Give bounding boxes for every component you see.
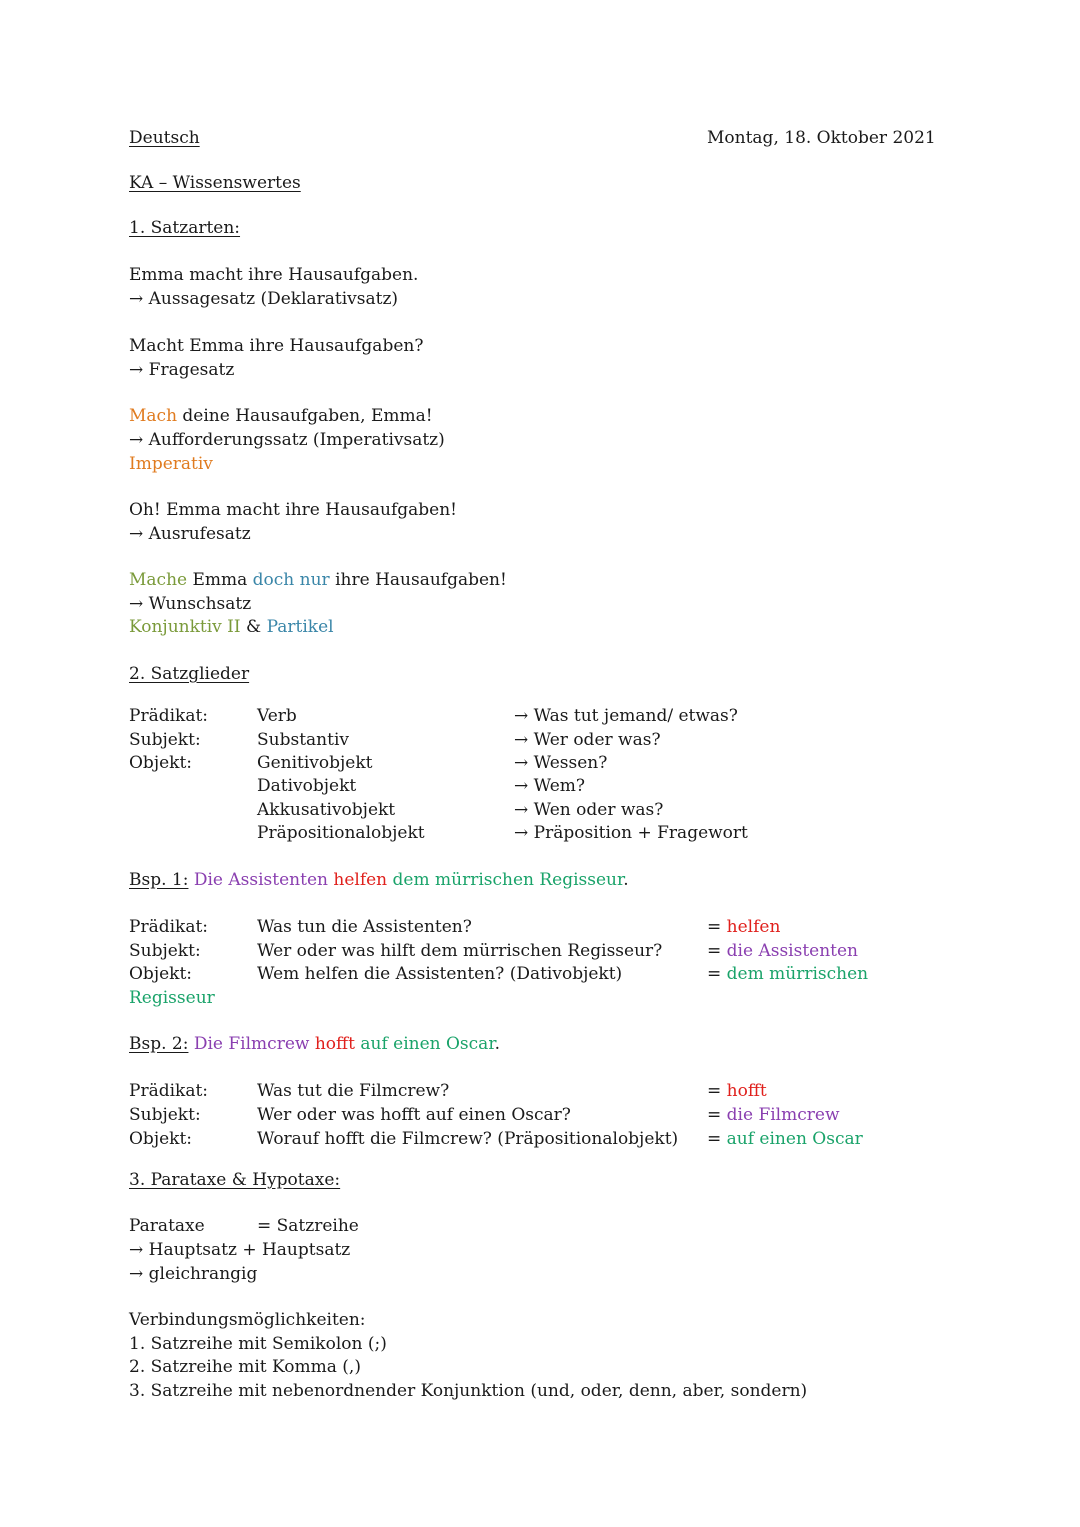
imperative-verb: Mach <box>129 406 178 426</box>
note-partikel: Partikel <box>266 617 334 637</box>
answer-subject: die Filmcrew <box>726 1105 840 1125</box>
equals-sign: = <box>707 1105 727 1125</box>
example-end: . <box>494 1034 500 1054</box>
table-question: Wem helfen die Assistenten? (Dativobjekt) <box>257 964 623 984</box>
equals-sign: = <box>707 941 727 961</box>
answer-object-wrap: Regisseur <box>129 988 215 1008</box>
example-subject: Die Assistenten <box>193 870 328 890</box>
sentence-mid: Emma <box>187 570 253 590</box>
equals-sign: = <box>707 964 727 984</box>
section-heading-satzglieder: 2. Satzglieder <box>129 664 250 684</box>
options-heading: Verbindungsmöglichkeiten: <box>129 1310 366 1330</box>
answer-verb: helfen <box>726 917 781 937</box>
table-label: Prädikat: <box>129 917 209 937</box>
table-question: Wer oder was hilft dem mürrischen Regisseur? <box>257 941 663 961</box>
example-label: Bsp. 2: <box>129 1034 189 1054</box>
table-question: → Wem? <box>514 776 586 796</box>
example-label: Bsp. 1: <box>129 870 189 890</box>
table-label: Objekt: <box>129 964 193 984</box>
table-question: → Wer oder was? <box>514 730 661 750</box>
example-verb: helfen <box>333 870 388 890</box>
table-term: Genitivobjekt <box>257 753 373 773</box>
table-term: Präpositionalobjekt <box>257 823 425 843</box>
table-answer <box>707 940 858 962</box>
table-question: Was tut die Filmcrew? <box>257 1081 450 1101</box>
table-question: Was tun die Assistenten? <box>257 917 472 937</box>
sentence-type: → Wunschsatz <box>129 594 252 614</box>
note-konjunktiv: Konjunktiv II <box>129 617 241 637</box>
table-label: Prädikat: <box>129 706 209 726</box>
subjunctive-verb: Mache <box>129 570 188 590</box>
table-term: Akkusativobjekt <box>257 800 396 820</box>
example-sentence <box>129 569 507 591</box>
answer-object: dem mürrischen <box>726 964 869 984</box>
note-ampersand: & <box>240 617 267 637</box>
example-sentence: Macht Emma ihre Hausaufgaben? <box>129 336 424 356</box>
example-end: . <box>623 870 629 890</box>
answer-verb: hofft <box>726 1081 767 1101</box>
sentence-type: → Ausrufesatz <box>129 524 251 544</box>
table-answer <box>707 1080 767 1102</box>
term-definition: = Satzreihe <box>257 1216 359 1236</box>
subject-header: Deutsch <box>129 128 200 148</box>
table-question: → Was tut jemand/ etwas? <box>514 706 738 726</box>
table-question: → Wessen? <box>514 753 608 773</box>
answer-subject: die Assistenten <box>726 941 859 961</box>
sentence-rest: ihre Hausaufgaben! <box>329 570 507 590</box>
example-object: dem mürrischen Regisseur <box>392 870 624 890</box>
section-heading-parataxe: 3. Parataxe & Hypotaxe: <box>129 1170 341 1190</box>
table-term: Dativobjekt <box>257 776 357 796</box>
equals-sign: = <box>707 917 727 937</box>
term-point: → gleichrangig <box>129 1264 258 1284</box>
section-heading-satzarten: 1. Satzarten: <box>129 218 241 238</box>
table-question: → Wen oder was? <box>514 800 664 820</box>
table-label: Objekt: <box>129 1129 193 1149</box>
table-label: Objekt: <box>129 753 193 773</box>
table-answer <box>707 1128 863 1150</box>
table-label: Subjekt: <box>129 730 201 750</box>
answer-object: auf einen Oscar <box>726 1129 863 1149</box>
example-sentence <box>129 405 433 427</box>
sentence-type: → Aufforderungssatz (Imperativsatz) <box>129 430 445 450</box>
term-parataxe: Parataxe <box>129 1216 205 1236</box>
table-question: → Präposition + Fragewort <box>514 823 748 843</box>
table-term: Verb <box>257 706 297 726</box>
example-heading <box>129 869 629 891</box>
table-answer <box>707 916 780 938</box>
equals-sign: = <box>707 1129 727 1149</box>
table-term: Substantiv <box>257 730 349 750</box>
example-sentence: Oh! Emma macht ihre Hausaufgaben! <box>129 500 457 520</box>
page-title: KA – Wissenswertes <box>129 173 301 193</box>
list-item: 3. Satzreihe mit nebenordnender Konjunktion (und, oder, denn, aber, sondern) <box>129 1381 808 1401</box>
table-label: Prädikat: <box>129 1081 209 1101</box>
list-item: 2. Satzreihe mit Komma (,) <box>129 1357 361 1377</box>
grammar-note <box>129 616 334 638</box>
table-answer <box>707 963 868 985</box>
sentence-type: → Fragesatz <box>129 360 235 380</box>
table-label: Subjekt: <box>129 1105 201 1125</box>
sentence-type: → Aussagesatz (Deklarativsatz) <box>129 289 399 309</box>
particle-words: doch nur <box>252 570 330 590</box>
term-point: → Hauptsatz + Hauptsatz <box>129 1240 351 1260</box>
grammar-note: Imperativ <box>129 454 213 474</box>
table-label: Subjekt: <box>129 941 201 961</box>
table-question: Worauf hofft die Filmcrew? (Präpositionalobjekt) <box>257 1129 679 1149</box>
equals-sign: = <box>707 1081 727 1101</box>
table-question: Wer oder was hofft auf einen Oscar? <box>257 1105 571 1125</box>
example-heading <box>129 1033 500 1055</box>
example-verb: hofft <box>314 1034 355 1054</box>
sentence-rest: deine Hausaufgaben, Emma! <box>177 406 433 426</box>
example-subject: Die Filmcrew <box>193 1034 310 1054</box>
date-header: Montag, 18. Oktober 2021 <box>707 128 936 148</box>
table-answer <box>707 1104 840 1126</box>
list-item: 1. Satzreihe mit Semikolon (;) <box>129 1334 387 1354</box>
example-object: auf einen Oscar <box>360 1034 495 1054</box>
example-sentence: Emma macht ihre Hausaufgaben. <box>129 265 419 285</box>
